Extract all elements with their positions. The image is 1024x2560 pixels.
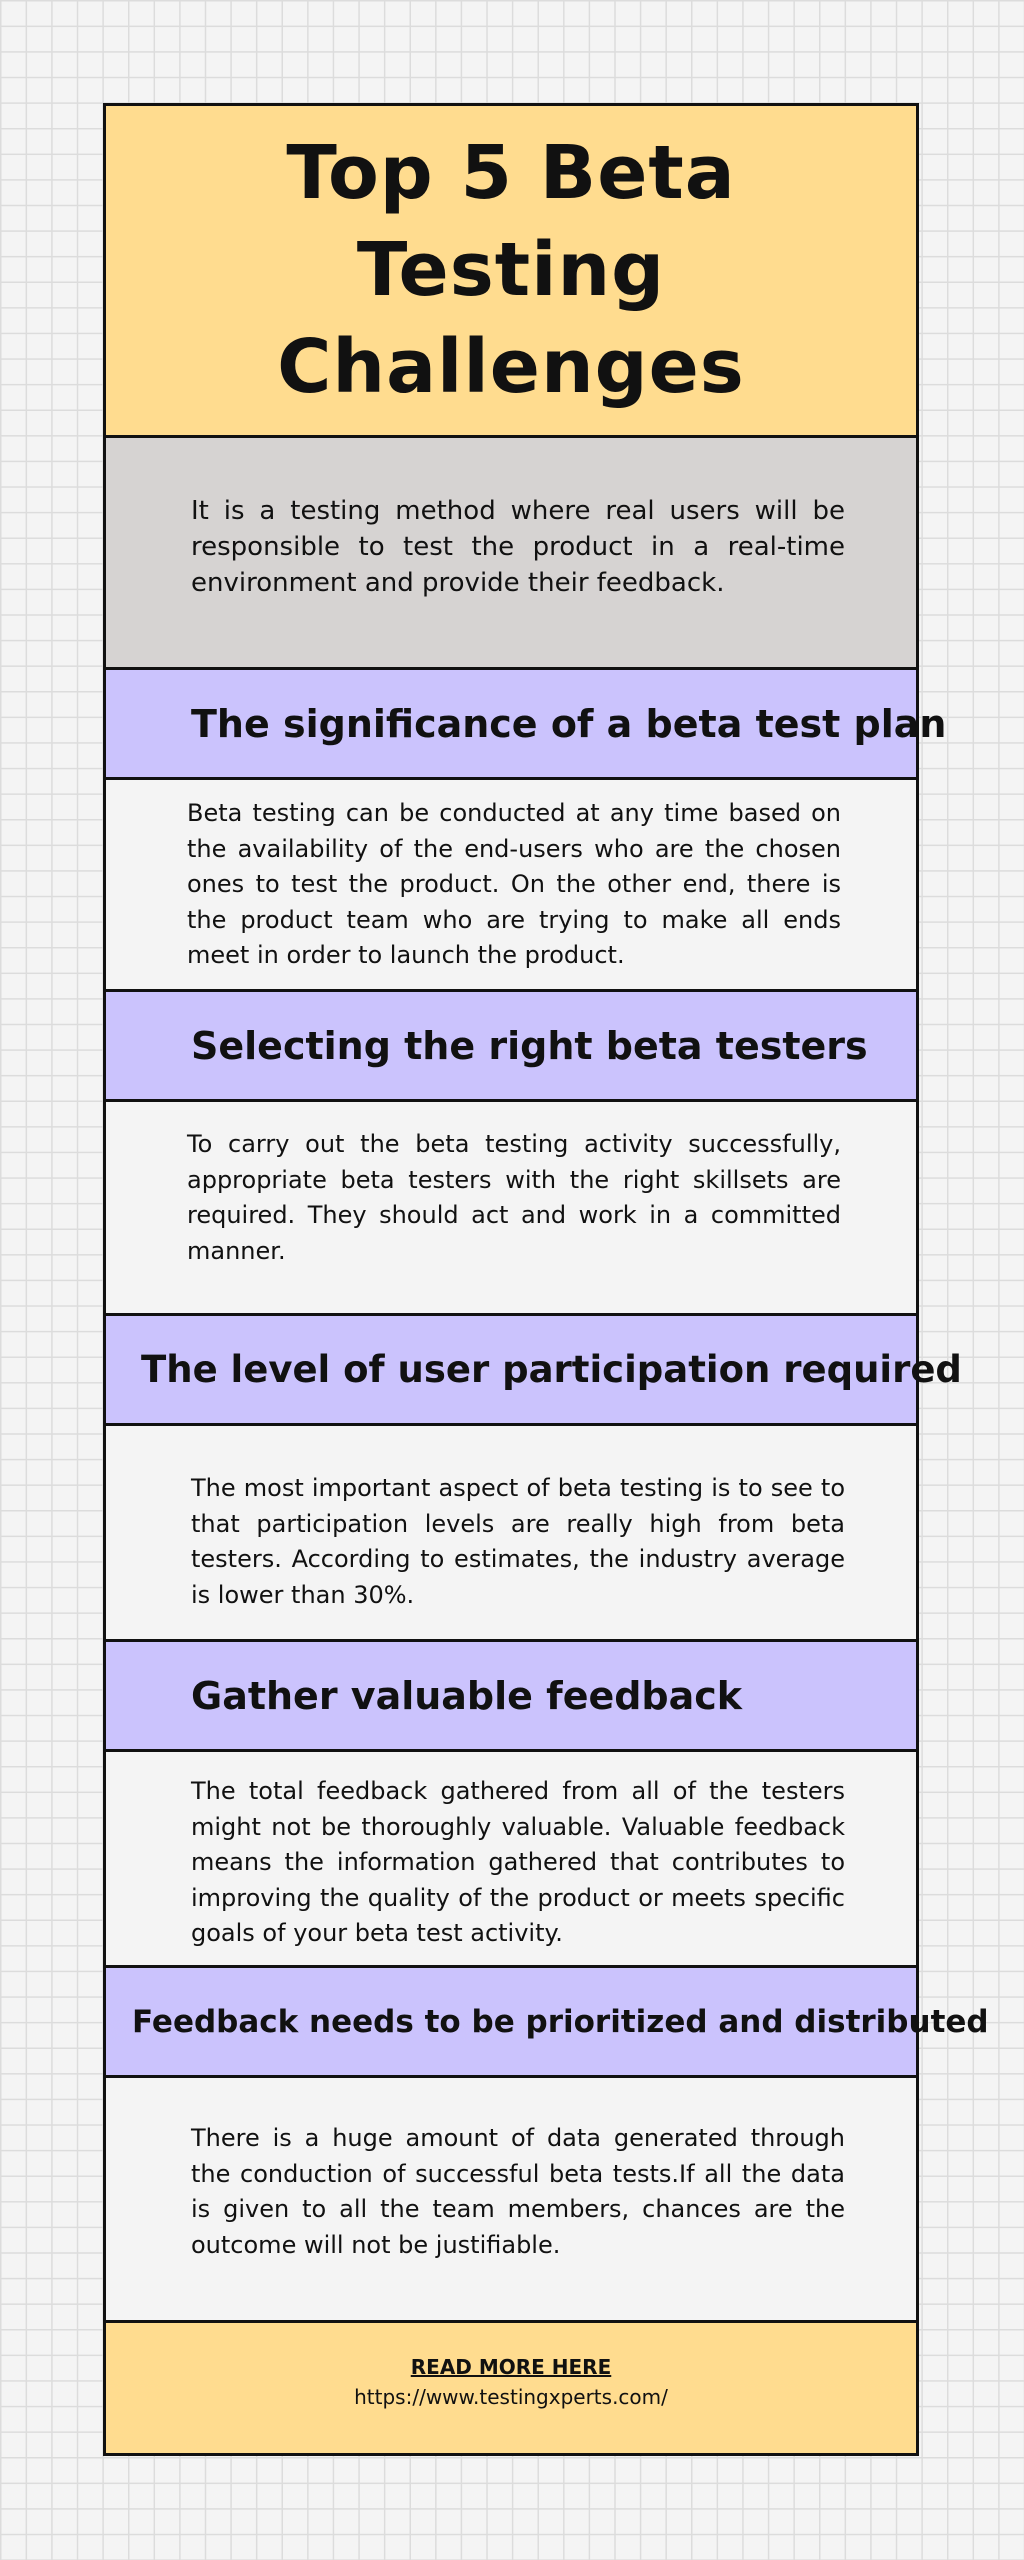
footer-url: https://www.testingxperts.com/ (354, 2385, 668, 2409)
read-more-link[interactable]: READ MORE HERE (410, 2355, 612, 2379)
section-body-text: The total feedback gathered from all of the testers might not be thoroughly valuable. Valuable feedback means the information gathered that contributes to improving the quality of the product or meets specific goals of your beta test activity. (191, 1777, 845, 1947)
section-body-panel (106, 1426, 916, 1642)
section-heading-bar (106, 670, 947, 780)
intro-panel (106, 438, 916, 670)
section-body-panel (106, 1752, 916, 1968)
section-heading-bar (106, 992, 916, 1102)
section-body-panel (106, 2078, 916, 2323)
section-body-panel (106, 1102, 916, 1316)
section-body-text: To carry out the beta testing activity successfully, appropriate beta testers with the right skillsets are required. They should act and work in a committed manner. (187, 1130, 841, 1265)
section-body-text: The most important aspect of beta testing is to see to that participation levels are really high from beta testers. According to estimates, the industry average is lower than 30%. (191, 1474, 845, 1609)
section-heading-bar (106, 1316, 962, 1426)
section-heading-bar (106, 1642, 916, 1752)
section-heading: The significance of a beta test plan (191, 701, 947, 746)
title-banner (106, 106, 916, 438)
section-heading: The level of user participation required (141, 1348, 962, 1391)
section-heading: Gather valuable feedback (191, 1673, 743, 1718)
page-title: Top 5 Beta Testing Challenges (277, 130, 745, 410)
section-heading: Selecting the right beta testers (191, 1023, 868, 1068)
intro-text: It is a testing method where real users will be responsible to test the product in a real-time environment and provide their feedback. (191, 496, 845, 598)
section-body-panel (106, 780, 916, 992)
section-body-text: There is a huge amount of data generated through the conduction of successful beta tests.If all the data is given to all the team members, chances are the outcome will not be justifiable. (191, 2124, 845, 2259)
footer-panel (106, 2323, 916, 2453)
section-heading-bar (106, 1968, 989, 2078)
section-heading: Feedback needs to be prioritized and distributed (132, 2003, 989, 2040)
infographic (103, 103, 989, 2456)
section-body-text: Beta testing can be conducted at any time based on the availability of the end-users who are the chosen ones to test the product. On the other end, there is the product team who are trying to make all ends meet in order to launch the product. (187, 799, 841, 969)
